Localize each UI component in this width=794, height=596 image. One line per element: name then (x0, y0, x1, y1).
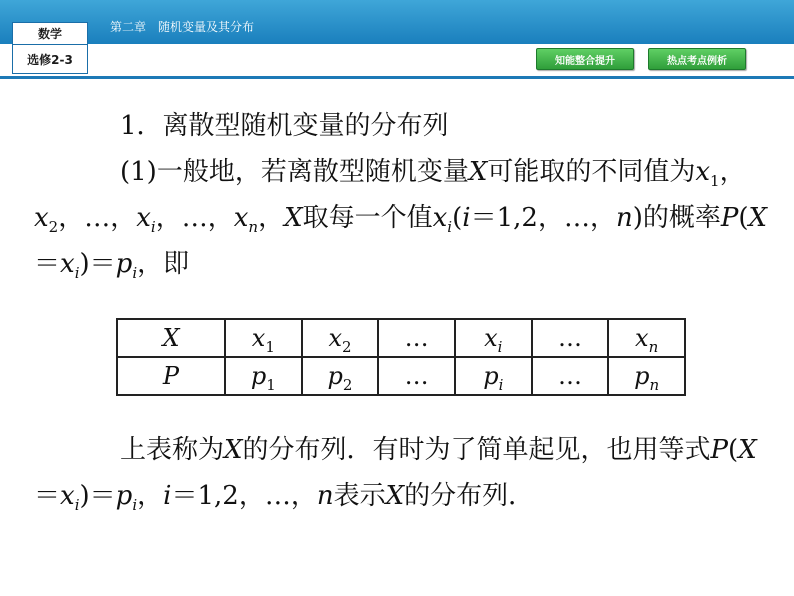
cell-dots: … (378, 357, 455, 395)
row-header-x: X (117, 319, 225, 357)
cell-x1: $x_1$ (225, 319, 302, 357)
cell-x2: $x_2$ (302, 319, 379, 357)
row-header-p: P (117, 357, 225, 395)
cell-xn: $x_n$ (608, 319, 685, 357)
definition-line-2: $x_2$，…，$x_i$，…，$x_n$，X取每一个值$x_i(i=1,2$，…，n)的概率P(X (34, 203, 768, 236)
cell-xi: $x_i$ (455, 319, 532, 357)
definition-line-3: $=x_i)=p_i$，即 (34, 249, 190, 282)
knowledge-integration-button[interactable]: 知能整合提升 (536, 48, 634, 70)
cell-pi: $p_i$ (455, 357, 532, 395)
table-row-p (117, 357, 685, 395)
cell-dots: … (532, 319, 609, 357)
table-row-x (117, 319, 685, 357)
header-rule (0, 76, 794, 79)
cell-p1: $p_1$ (225, 357, 302, 395)
hot-topics-button[interactable]: 热点考点例析 (648, 48, 746, 70)
cell-pn: $p_n$ (608, 357, 685, 395)
summary-line-1: 上表称为X的分布列．有时为了简单起见，也用等式P(X (120, 435, 757, 465)
summary-line-2: $=x_i)=p_i$，i＝1,2，…，n表示X的分布列． (34, 481, 535, 514)
subject-label: 数学 (12, 22, 88, 44)
section-title: 1．离散型随机变量的分布列 (120, 111, 449, 141)
course-label: 选修2-3 (12, 44, 88, 74)
cell-dots: … (532, 357, 609, 395)
definition-line-1: (1)一般地，若离散型随机变量X可能取的不同值为$x_1$， (120, 157, 746, 190)
distribution-table (116, 318, 686, 396)
cell-p2: $p_2$ (302, 357, 379, 395)
chapter-title: 第二章 随机变量及其分布 (110, 20, 255, 34)
cell-dots: … (378, 319, 455, 357)
